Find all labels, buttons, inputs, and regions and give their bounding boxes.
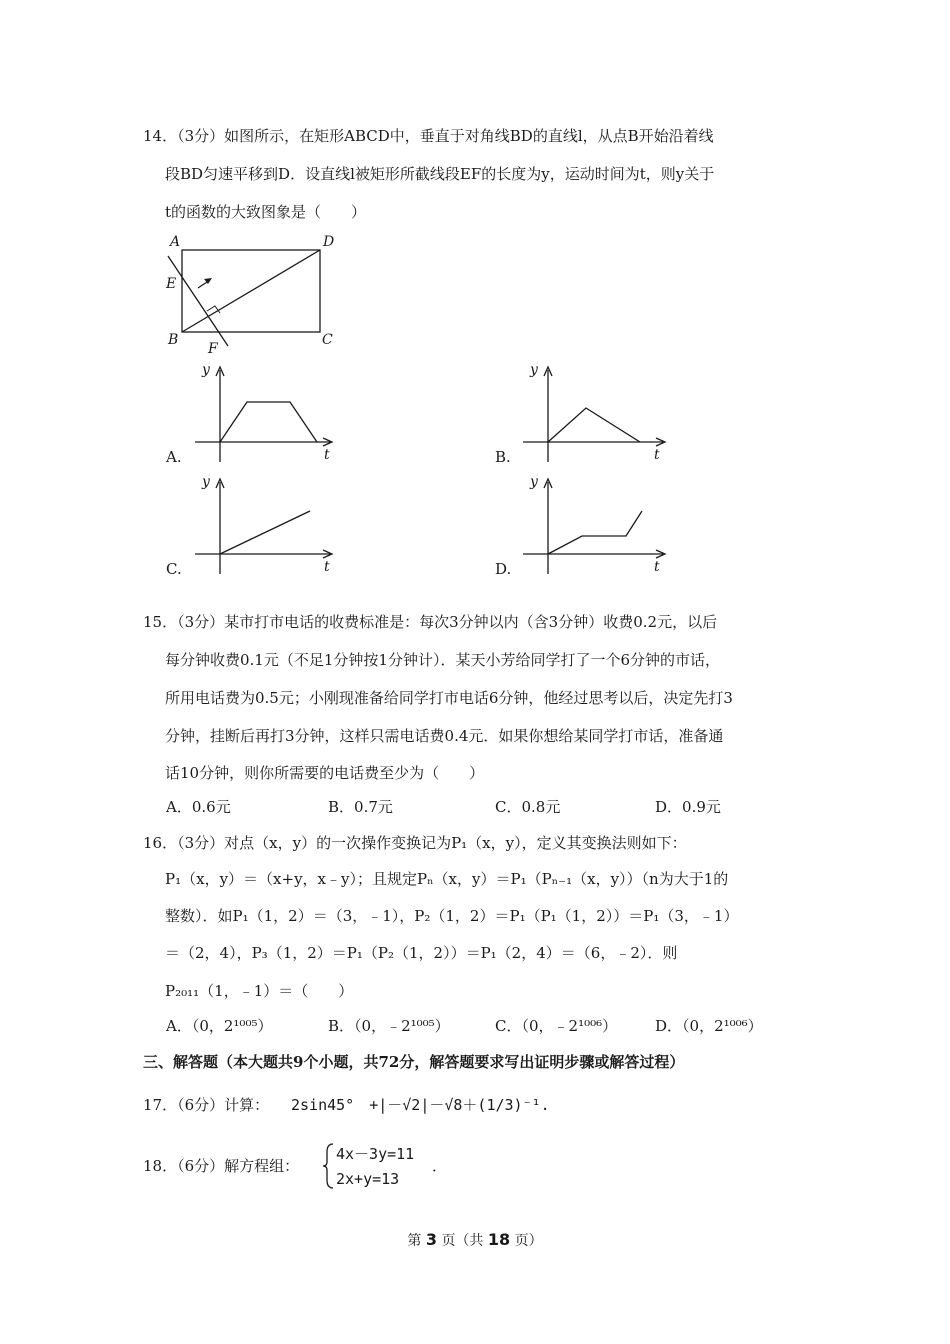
graph-b-y-label: y [530, 362, 538, 378]
label-e: E [166, 276, 177, 292]
graph-a [190, 362, 340, 462]
q15-line1: 15．（3分）某市打市电话的收费标准是：每次3分钟以内（含3分钟）收费0.2元，以后 [143, 613, 718, 631]
graph-a-y-label: y [202, 362, 210, 378]
rectangle-figure [160, 232, 340, 357]
graph-c-y-label: y [202, 474, 210, 490]
q16-line1: 16．（3分）对点（x，y）的一次操作变换记为P₁（x，y），定义其变换法则如下： [143, 834, 687, 852]
q14-option-a[interactable]: A. [166, 448, 182, 466]
q16-option-a[interactable]: A．（0，2¹⁰⁰⁵） [166, 1017, 273, 1035]
q16-option-c[interactable]: C．（0，﹣2¹⁰⁰⁶） [495, 1017, 618, 1035]
q15-line2: 每分钟收费0.1元（不足1分钟按1分钟计）．某天小芳给同学打了一个6分钟的市话， [165, 651, 720, 669]
section3-heading: 三、解答题（本大题共9个小题，共72分，解答题要求写出证明步骤或解答过程） [143, 1053, 685, 1071]
q18-suffix: ． [432, 1157, 448, 1175]
label-b: B [168, 332, 179, 348]
q15-option-c[interactable]: C．0.8元 [495, 798, 561, 816]
q16-line5: P₂₀₁₁（1，﹣1）＝（ ） [165, 982, 354, 1000]
q17-expression: 2sin45° +|－√2|－√8＋(1/3)⁻¹. [291, 1096, 550, 1114]
q17-prefix: 17．（6分）计算： [143, 1096, 270, 1114]
q14-option-c[interactable]: C. [166, 560, 182, 578]
graph-b-t-label: t [654, 447, 660, 463]
q15-line5: 话10分钟，则你所需要的电话费至少为（ ） [165, 764, 485, 782]
q15-line4: 分钟，挂断后再打3分钟，这样只需电话费0.4元．如果你想给某同学打市话，准备通 [165, 727, 724, 745]
q16-option-d[interactable]: D．（0，2¹⁰⁰⁶） [655, 1017, 763, 1035]
footer-mid: 页（共 [441, 1233, 484, 1249]
graph-b [518, 362, 668, 462]
q16-line2: P₁（x，y）＝（x+y，x﹣y）；且规定Pₙ（x，y）＝P₁（Pₙ₋₁（x，y））（n为大于1的 [165, 870, 729, 888]
footer-page-number: 3 [425, 1230, 437, 1249]
footer-pre: 第 [407, 1233, 422, 1249]
graph-c-t-label: t [324, 559, 330, 575]
q14-line2: 段BD匀速平移到D．设直线l被矩形所截线段EF的长度为y，运动时间为t，则y关于 [165, 165, 715, 183]
graph-a-t-label: t [324, 447, 330, 463]
label-d: D [323, 234, 335, 250]
q18-equation-2: 2x+y=13 [336, 1170, 400, 1188]
graph-d-y-label: y [530, 474, 538, 490]
q14-option-b[interactable]: B. [495, 448, 511, 466]
q16-line3: 整数）．如P₁（1，2）＝（3，﹣1），P₂（1，2）＝P₁（P₁（1，2））＝P₁（3，﹣1） [165, 907, 739, 925]
label-a: A [170, 234, 181, 250]
q15-option-d[interactable]: D．0.9元 [655, 798, 721, 816]
q15-option-b[interactable]: B．0.7元 [328, 798, 393, 816]
q18-prefix: 18．（6分）解方程组： [143, 1157, 300, 1175]
q14-line3: t的函数的大致图象是（ ） [165, 203, 367, 221]
graph-d [518, 474, 668, 574]
q18-equation-1: 4x－3y=11 [336, 1145, 415, 1163]
footer-post: 页） [514, 1233, 543, 1249]
graph-c [190, 474, 340, 574]
q16-option-b[interactable]: B．（0，﹣2¹⁰⁰⁵） [328, 1017, 450, 1035]
equation-brace [322, 1142, 336, 1190]
q15-line3: 所用电话费为0.5元；小刚现准备给同学打市电话6分钟，他经过思考以后，决定先打3 [165, 689, 733, 707]
graph-d-t-label: t [654, 559, 660, 575]
page-footer [0, 1230, 950, 1250]
q14-option-d[interactable]: D. [495, 560, 512, 578]
footer-total-pages: 18 [487, 1230, 511, 1249]
q14-line1: 14．（3分）如图所示，在矩形ABCD中，垂直于对角线BD的直线l，从点B开始沿着线 [143, 127, 714, 145]
q16-line4: ＝（2，4），P₃（1，2）＝P₁（P₂（1，2））＝P₁（2，4）＝（6，﹣2）．则 [165, 944, 678, 962]
q15-option-a[interactable]: A．0.6元 [166, 798, 231, 816]
label-c: C [322, 332, 333, 348]
label-f: F [208, 341, 218, 357]
